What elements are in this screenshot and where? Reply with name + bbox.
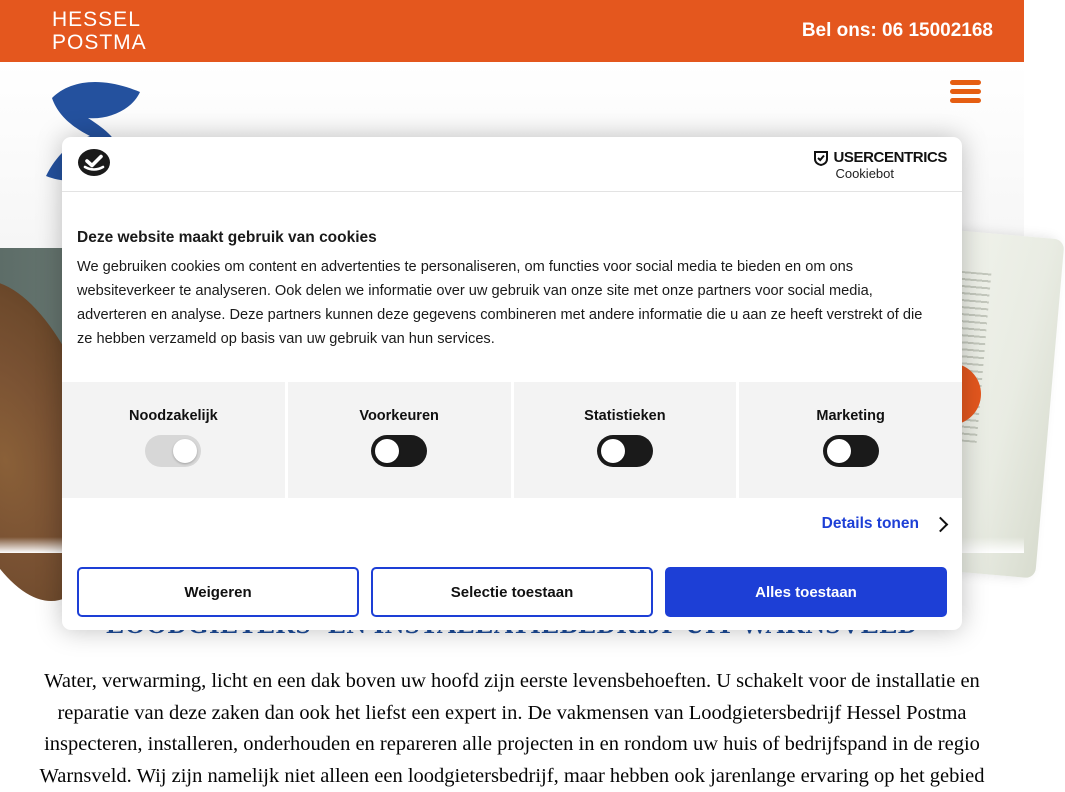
allow-all-button[interactable]: Alles toestaan xyxy=(665,567,947,617)
cookie-dialog-title: Deze website maakt gebruik van cookies xyxy=(77,229,377,247)
toggle-knob xyxy=(173,439,197,463)
brand-wordmark xyxy=(52,8,147,54)
toggle-marketing[interactable] xyxy=(823,435,879,467)
consent-buttons-row xyxy=(77,567,947,617)
cookiebot-check-icon xyxy=(77,148,111,177)
usercentrics-logo xyxy=(813,149,947,181)
paragraph-line: inspecteren, installeren, onderhouden en repareren alle projecten in en rondom uw huis of bedrijfspand in de regio xyxy=(30,729,994,761)
consent-categories-row xyxy=(62,382,962,498)
cookiebot-product-text: Cookiebot xyxy=(835,166,947,181)
details-link-label[interactable]: Details tonen xyxy=(822,515,919,533)
intro-paragraph xyxy=(30,666,994,792)
deny-button[interactable]: Weigeren xyxy=(77,567,359,617)
brand-line-1: HESSEL xyxy=(52,8,147,31)
toggle-statistieken[interactable] xyxy=(597,435,653,467)
consent-category-voorkeuren xyxy=(288,382,511,498)
consent-category-noodzakelijk xyxy=(62,382,285,498)
toggle-voorkeuren[interactable] xyxy=(371,435,427,467)
chevron-right-icon xyxy=(933,516,949,532)
menu-hamburger-icon[interactable] xyxy=(950,80,981,106)
phone-call-link[interactable]: Bel ons: 06 15002168 xyxy=(802,0,993,62)
cookie-dialog-header xyxy=(62,137,962,192)
cookie-dialog-description: We gebruiken cookies om content en advertenties te personaliseren, om functies voor social media te bieden en om ons websiteverkeer te analyseren. Ook delen we informatie over uw gebruik van onze site met onze partners voor social media, adverteren en analyse. Deze partners kunnen deze gegevens combineren met andere informatie die u aan ze heeft verstrekt of die ze hebben verzameld op basis van uw gebruik van hun services. xyxy=(77,255,939,351)
toggle-knob xyxy=(827,439,851,463)
paragraph-line: Warnsveld. Wij zijn namelijk niet alleen een loodgietersbedrijf, maar hebben ook jarenlange ervaring op het gebied xyxy=(30,761,994,792)
top-bar xyxy=(0,0,1024,62)
usercentrics-brand-text: USERCENTRICS xyxy=(833,149,947,166)
cookie-consent-dialog xyxy=(62,137,962,630)
category-label: Statistieken xyxy=(584,408,665,424)
consent-category-statistieken xyxy=(514,382,737,498)
brand-line-2: POSTMA xyxy=(52,31,147,54)
paragraph-line: Water, verwarming, licht en een dak boven uw hoofd zijn eerste levensbehoeften. U schakelt voor de installatie en xyxy=(30,666,994,698)
category-label: Voorkeuren xyxy=(359,408,439,424)
toggle-noodzakelijk xyxy=(145,435,201,467)
toggle-knob xyxy=(601,439,625,463)
toggle-knob xyxy=(375,439,399,463)
category-label: Marketing xyxy=(816,408,885,424)
usercentrics-shield-icon xyxy=(813,150,829,166)
paragraph-line: reparatie van deze zaken dan ook het liefst een expert in. De vakmensen van Loodgietersbedrijf Hessel Postma xyxy=(30,698,994,730)
consent-category-marketing xyxy=(739,382,962,498)
details-toggle[interactable] xyxy=(822,515,946,533)
category-label: Noodzakelijk xyxy=(129,408,218,424)
allow-selection-button[interactable]: Selectie toestaan xyxy=(371,567,653,617)
